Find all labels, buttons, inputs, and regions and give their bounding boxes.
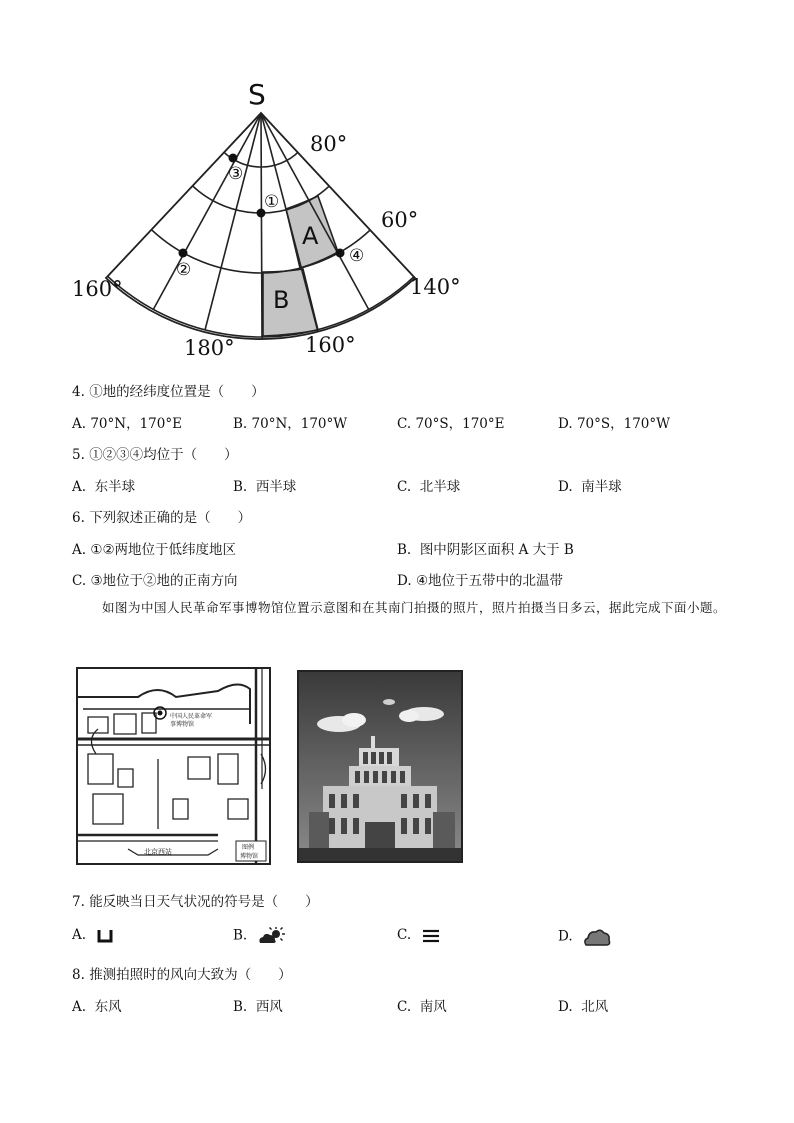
- point-2-label: ②: [176, 260, 192, 280]
- q6-option-b[interactable]: B. 图中阴影区面积 A 大于 B: [397, 542, 574, 558]
- region-b-label: B: [273, 286, 290, 314]
- q5-option-c[interactable]: C. 北半球: [397, 479, 461, 495]
- photo-drawing: [299, 672, 461, 861]
- pole-label: S: [248, 78, 266, 111]
- map-drawing: [78, 669, 269, 863]
- bracket-symbol-icon: [96, 929, 114, 943]
- q5-option-d[interactable]: D. 南半球: [558, 479, 622, 495]
- q7-option-d[interactable]: D.: [558, 927, 611, 947]
- map-legend-title: 图例: [242, 844, 255, 851]
- lon-label-160-bottom: 160°: [305, 333, 356, 357]
- question-8: 8. 推测拍照时的风向大致为（ ）: [72, 967, 292, 983]
- region-a-label: A: [302, 222, 319, 250]
- lat-label-80: 80°: [310, 132, 348, 156]
- point-2-marker: [179, 249, 188, 258]
- map-museum-label: 中国人民革命军事博物馆: [170, 713, 213, 728]
- question-6: 6. 下列叙述正确的是（ ）: [72, 510, 252, 526]
- q5-option-a[interactable]: A. 东半球: [72, 479, 136, 495]
- q4-option-d[interactable]: D. 70°S，170°W: [558, 416, 671, 432]
- question-7: 7. 能反映当日天气状况的符号是（ ）: [72, 894, 319, 910]
- q6-option-d[interactable]: D. ④地位于五带中的北温带: [397, 573, 564, 589]
- museum-location-map: [76, 667, 271, 865]
- point-1-label: ①: [264, 192, 280, 212]
- q7-option-a[interactable]: A.: [72, 927, 114, 943]
- point-4-label: ④: [349, 246, 365, 266]
- point-4-marker: [336, 249, 345, 258]
- q8-option-c[interactable]: C. 南风: [397, 999, 447, 1015]
- q6-option-a[interactable]: A. ①②两地位于低纬度地区: [72, 542, 237, 558]
- q8-option-b[interactable]: B. 西风: [233, 999, 283, 1015]
- lon-label-160-left: 160°: [72, 277, 123, 301]
- fog-lines-icon: [421, 928, 441, 944]
- question-5: 5. ①②③④均位于（ ）: [72, 447, 238, 463]
- partly-cloudy-icon: [258, 927, 286, 945]
- intro-paragraph: 如图为中国人民革命军事博物馆位置示意图和在其南门拍摄的照片，照片拍摄当日多云，据此完成下面小题。: [102, 600, 727, 615]
- q5-option-b[interactable]: B. 西半球: [233, 479, 297, 495]
- q7-option-c[interactable]: C.: [397, 927, 441, 944]
- q4-option-a[interactable]: A. 70°N，170°E: [72, 416, 182, 432]
- museum-south-gate-photo: [297, 670, 463, 863]
- cloud-icon: [583, 927, 611, 947]
- q4-option-b[interactable]: B. 70°N，170°W: [233, 416, 348, 432]
- q7-option-b[interactable]: B.: [233, 927, 286, 945]
- q6-option-c[interactable]: C. ③地位于②地的正南方向: [72, 573, 238, 589]
- lon-label-180: 180°: [184, 336, 235, 360]
- lon-label-140: 140°: [410, 275, 461, 299]
- lat-label-60: 60°: [381, 208, 419, 232]
- q8-option-d[interactable]: D. 北风: [558, 999, 609, 1015]
- map-station-label: 北京西站: [144, 848, 172, 856]
- point-3-label: ③: [228, 164, 244, 184]
- q8-option-a[interactable]: A. 东风: [72, 999, 122, 1015]
- map-legend-item: 博物馆: [240, 853, 259, 860]
- question-4: 4. ①地的经纬度位置是（ ）: [72, 384, 265, 400]
- q4-option-c[interactable]: C. 70°S，170°E: [397, 416, 505, 432]
- point-3-marker: [229, 154, 238, 163]
